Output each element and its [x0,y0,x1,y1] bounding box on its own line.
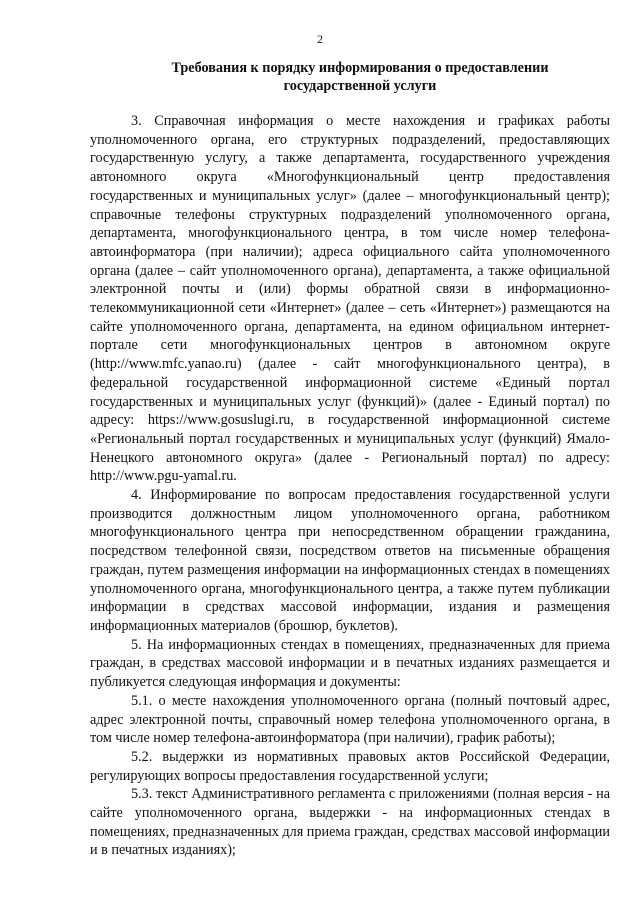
section-title-line-2: государственной услуги [283,77,437,94]
section-title-line-1: Требования к порядку информирования о предоставлении [171,60,549,76]
section-title [90,60,620,95]
paragraph-5-1: 5.1. о месте нахождения уполномоченного органа (полный почтовый адрес, адрес электронной почты, справочный номер телефона уполномоченного органа, в том числе номер телефона-автоинформатора (при наличии), график работы); [90,692,610,747]
paragraph-5: 5. На информационных стендах в помещениях, предназначенных для приема граждан, в средствах массовой информации и в печатных изданиях размещается и публикуется следующая информация и документы: [90,636,610,691]
page-number: 2 [317,32,323,46]
paragraph-4: 4. Информирование по вопросам предоставления государственной услуги производится должностным лицом уполномоченного органа, работником многофункционального центра при непосредственном обращении гражданина, посредством телефонной связи, посредством ответов на письменные обращения граждан, путем размещения информации на информационных стендах в помещениях уполномоченного органа, многофункционального центра, а также путем публикации информации в средствах массовой информации, издания и размещения информационных материалов (брошюр, буклетов). [90,487,610,634]
document-body [90,112,610,860]
paragraph-5-2: 5.2. выдержки из нормативных правовых актов Российской Федерации, регулирующих вопросы предоставления государственной услуги; [90,748,610,784]
paragraph-5-3: 5.3. текст Административного регламента с приложениями (полная версия - на сайте уполномоченного органа, выдержки - на информационных стендах в помещениях, предназначенных для приема граждан, средствах массовой информации и в печатных изданиях); [90,786,610,859]
paragraph-3: 3. Справочная информация о месте нахождения и графиках работы уполномоченного органа, его структурных подразделений, предоставляющих государственную услугу, а также департамента, государственного учреждения автономного округа «Многофункциональный центр предоставления государственных и муниципальных услуг» (далее – многофункциональный центр); справочные телефоны структурных подразделений уполномоченного органа, департамента, многофункционального центра, в том числе номер телефона-автоинформатора (при наличии); адреса официального сайта уполномоченного органа (далее – сайт уполномоченного органа), департамента, а также официальной электронной почты и (или) формы обратной связи в информационно-телекоммуникационной сети «Интернет» (далее – сеть «Интернет») размещаются на сайте уполномоченного органа, департамента, на едином официальном интернет-портале сети многофункциональных центров в автономном округе (http://www.mfc.yanao.ru) (далее - сайт многофункционального центра), в федеральной государственной информационной системе «Единый портал государственных и муниципальных услуг (функций)» (далее - Единый портал) по адресу: https://www.gosuslugi.ru, в государственной информационной системе «Региональный портал государственных и муниципальных услуг (функций) Ямало-Ненецкого автономного округа» (далее - Региональный портал) по адресу: http://www.pgu-yamal.ru. [90,113,610,485]
